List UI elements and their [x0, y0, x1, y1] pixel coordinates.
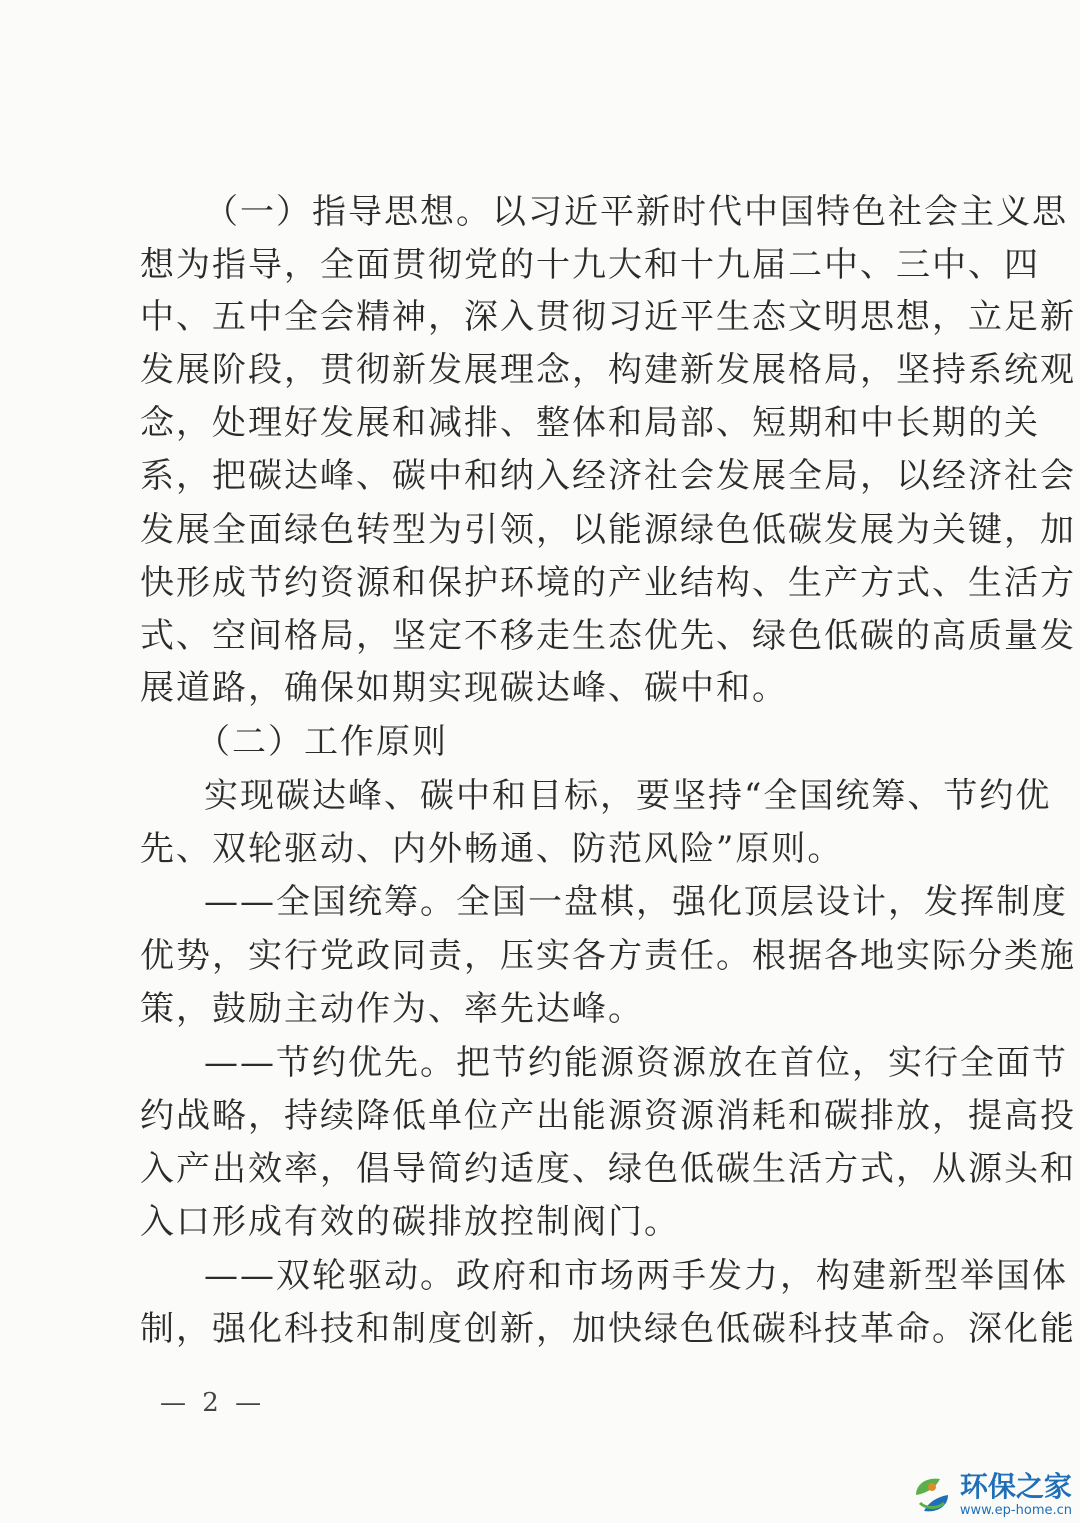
paragraph-line: 策，鼓励主动作为、率先达峰。: [140, 989, 644, 1029]
watermark: [910, 1470, 1072, 1518]
paragraph-line: 发展阶段，贯彻新发展理念，构建新发展格局，坚持系统观: [140, 350, 1076, 390]
paragraph-line: 先、双轮驱动、内外畅通、防范风险”原则。: [140, 829, 844, 869]
paragraph-line: ——全国统筹。全国一盘棋，强化顶层设计，发挥制度: [204, 882, 1068, 922]
paragraph-line: 入产出效率，倡导简约适度、绿色低碳生活方式，从源头和: [140, 1149, 1076, 1189]
section-heading: （二）工作原则: [196, 722, 448, 762]
page-number: — 2 —: [160, 1388, 266, 1418]
paragraph-line: 式、空间格局，坚定不移走生态优先、绿色低碳的高质量发: [140, 616, 1076, 656]
paragraph-line: 中、五中全会精神，深入贯彻习近平生态文明思想，立足新: [140, 297, 1076, 337]
paragraph-line: 想为指导，全面贯彻党的十九大和十九届二中、三中、四: [140, 245, 1040, 285]
paragraph-line: 发展全面绿色转型为引领，以能源绿色低碳发展为关键，加: [140, 510, 1076, 550]
paragraph-line: （一）指导思想。以习近平新时代中国特色社会主义思: [204, 192, 1068, 232]
leaf-person-logo-icon: [910, 1473, 954, 1517]
paragraph-line: 快形成节约资源和保护环境的产业结构、生产方式、生活方: [140, 563, 1076, 603]
paragraph-line: 优势，实行党政同责，压实各方责任。根据各地实际分类施: [140, 936, 1076, 976]
watermark-name: 环保之家: [959, 1470, 1072, 1503]
paragraph-line: 约战略，持续降低单位产出能源资源消耗和碳排放，提高投: [140, 1096, 1076, 1136]
paragraph-line: 展道路，确保如期实现碳达峰、碳中和。: [140, 668, 788, 708]
paragraph-line: 系，把碳达峰、碳中和纳入经济社会发展全局，以经济社会: [140, 456, 1076, 496]
paragraph-line: 制，强化科技和制度创新，加快绿色低碳科技革命。深化能: [140, 1309, 1076, 1349]
paragraph-line: 实现碳达峰、碳中和目标，要坚持“全国统筹、节约优: [204, 776, 1052, 816]
paragraph-line: 念，处理好发展和减排、整体和局部、短期和中长期的关: [140, 403, 1040, 443]
watermark-url: www.ep-home.cn: [959, 1503, 1072, 1518]
paragraph-line: ——双轮驱动。政府和市场两手发力，构建新型举国体: [204, 1256, 1068, 1296]
paragraph-line: 入口形成有效的碳排放控制阀门。: [140, 1202, 680, 1242]
paragraph-line: ——节约优先。把节约能源资源放在首位，实行全面节: [204, 1043, 1068, 1083]
